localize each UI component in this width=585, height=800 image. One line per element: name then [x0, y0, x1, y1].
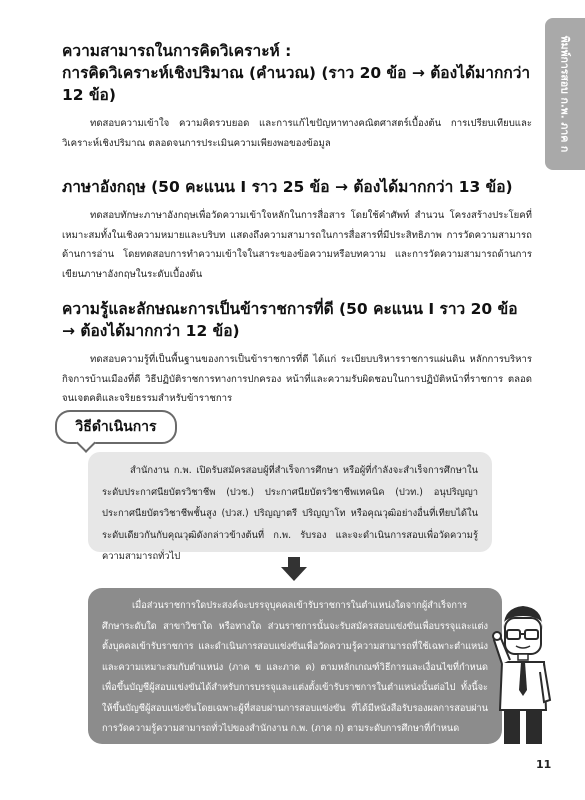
- procedure-step-2-text: เมื่อส่วนราชการใดประสงค์จะบรรจุบุคคลเข้ารับราชการในตำแหน่งใดจากผู้สำเร็จการศึกษาระดับใด สาขาวิชาใด หรือทางใด ส่วนราชการนั้นจะรับสมัครสอบแข่งขันเพื่อบรรจุและแต่งตั้งบุคคลเข้ารับราชการ และดำเนินการสอบแข่งขันเพื่อวัดความรู้ความสามารถที่ใช้เฉพาะตำแหน่งและความเหมาะสมกับตำแหน่ง (ภาค ข และภาค ค) ตามหลักเกณฑ์วิธีการและเงื่อนไขที่กำหนดเพื่อขึ้นบัญชีผู้สอบแข่งขันได้สำหรับการบรรจุและแต่งตั้งเข้ารับราชการในตำแหน่งนั้นต่อไป ทั้งนี้จะให้ขึ้นบัญชีผู้สอบแข่งขันโดยเฉพาะผู้ที่สอบผ่านการสอบแข่งขัน ที่ได้มีหนังสือรับรองผลการสอบผ่านการวัดความรู้ความสามารถทั่วไปของสำนักงาน ก.พ. (ภาค ก) ตามระดับการศึกษาที่กำหนด: [102, 600, 488, 734]
- section-body: ทดสอบความเข้าใจ ความคิดรวบยอด และการแก้ไขปัญหาทางคณิตศาสตร์เบื้องต้น การเปรียบเทียบและวิเคราะห์เชิงปริมาณ ตลอดจนการประเมินความเพียงพอของข้อมูล: [62, 118, 532, 149]
- section-body: ทดสอบความรู้ที่เป็นพื้นฐานของการเป็นข้าราชการที่ดี ได้แก่ ระเบียบบริหารราชการแผ่นดิน หลักการบริหารกิจการบ้านเมืองที่ดี วิธีปฏิบัติราชการทางการปกครอง หน้าที่และความรับผิดชอบในการปฏิบัติหน้าที่ราชการ ตลอดจนเจตคติและจริยธรรมสำหรับข้าราชการ: [62, 354, 532, 404]
- section-civil-servant: [62, 298, 532, 409]
- arrow-down-icon: [281, 557, 307, 581]
- side-chapter-tab: [545, 18, 585, 170]
- section-title-line2: การคิดวิเคราะห์เชิงปริมาณ (คำนวณ) (ราว 20 ข้อ → ต้องได้มากกว่า 12 ข้อ): [62, 64, 531, 104]
- procedure-step-1-text: สำนักงาน ก.พ. เปิดรับสมัครสอบผู้ที่สำเร็จการศึกษา หรือผู้ที่กำลังจะสำเร็จการศึกษาในระดับประกาศนียบัตรวิชาชีพ (ปวช.) ประกาศนียบัตรวิชาชีพเทคนิค (ปวท.) อนุปริญญา ประกาศนียบัตรวิชาชีพชั้นสูง (ปวส.) ปริญญาตรี ปริญญาโท หรือคุณวุฒิอย่างอื่นที่เทียบได้ในระดับเดียวกันกับคุณวุฒิดังกล่าวข้างต้นที่ ก.พ. รับรอง และจะดำเนินการสอบเพื่อวัดความรู้ความสามารถทั่วไป: [102, 465, 478, 562]
- side-tab-label: พิมพ์การสอบ ก.พ. ภาค ก: [558, 35, 571, 153]
- procedure-heading-bubble: [55, 410, 177, 444]
- procedure-step-1-box: [88, 452, 492, 562]
- businessman-illustration-icon: [492, 600, 554, 750]
- page-number: 11: [536, 758, 552, 771]
- section-analytical: [62, 40, 532, 153]
- section-title-line1: ความสามารถในการคิดวิเคราะห์ :: [62, 42, 292, 60]
- section-title: ความรู้และลักษณะการเป็นข้าราชการที่ดี (50 คะแนน I ราว 20 ข้อ → ต้องได้มากกว่า 12 ข้อ): [62, 300, 518, 340]
- procedure-step-2-box: [88, 588, 502, 744]
- section-english: [62, 176, 532, 284]
- procedure-heading: วิธีดำเนินการ: [75, 419, 157, 435]
- section-body: ทดสอบทักษะภาษาอังกฤษเพื่อวัดความเข้าใจหลักในการสื่อสาร โดยใช้คำศัพท์ สำนวน โครงสร้างประโยคที่เหมาะสมทั้งในเชิงความหมายและบริบท แสดงถึงความสามารถในการสื่อสารที่มีประสิทธิภาพ การวัดความสามารถด้านการอ่าน โดยทดสอบการทำความเข้าใจในสาระของข้อความหรือบทความ และการวัดความสามารถด้านการเขียนภาษาอังกฤษในระดับเบื้องต้น: [62, 210, 532, 280]
- section-title: ภาษาอังกฤษ (50 คะแนน I ราว 25 ข้อ → ต้องได้มากกว่า 13 ข้อ): [62, 178, 513, 196]
